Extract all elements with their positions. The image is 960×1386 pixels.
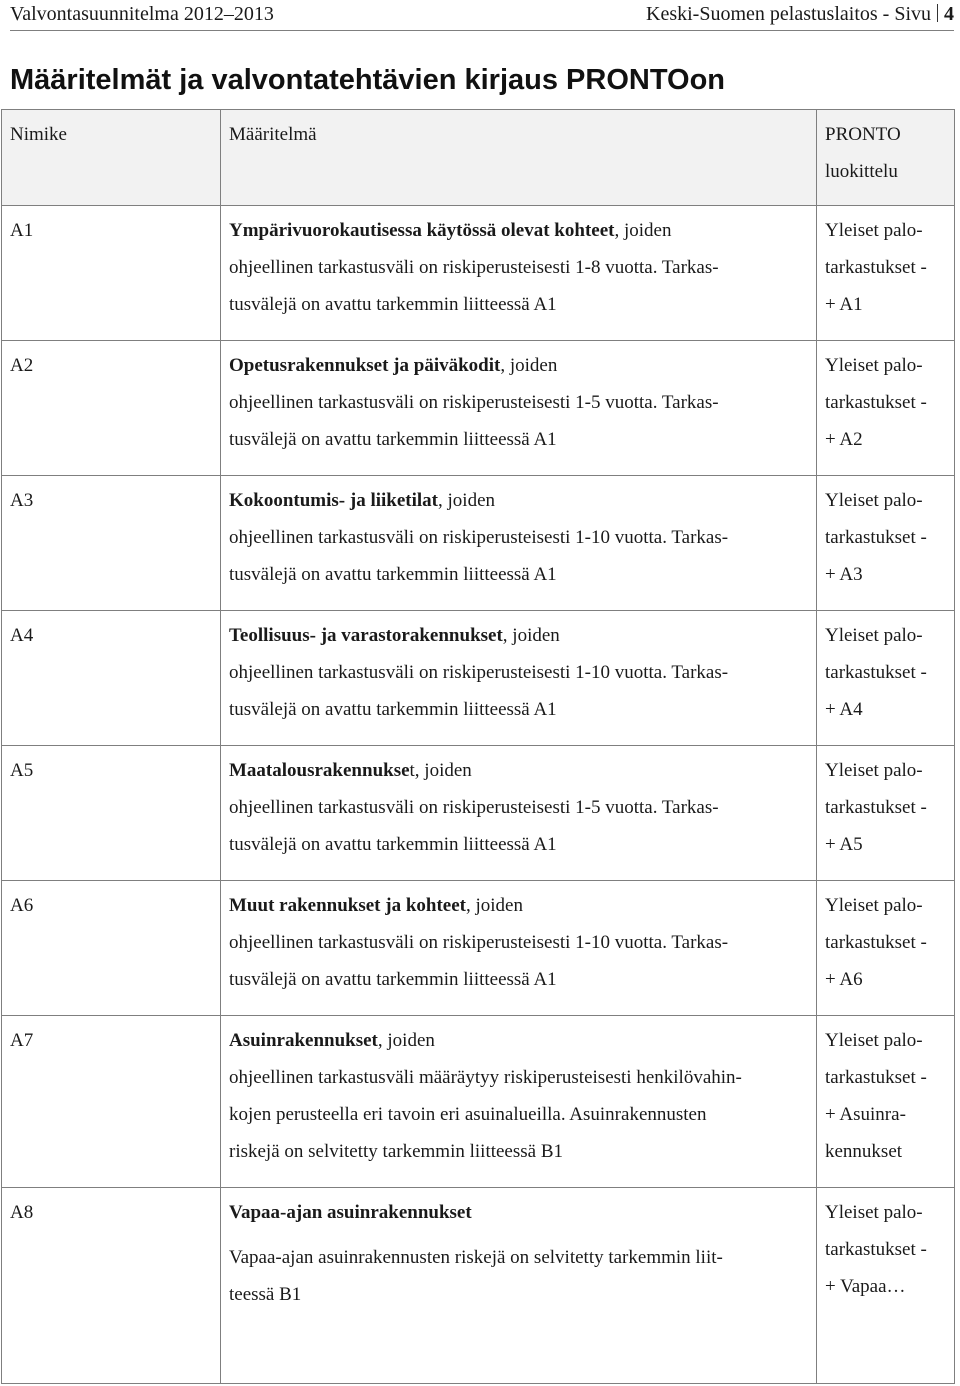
category-name: Muut rakennukset ja kohteet — [229, 895, 466, 916]
definition-line: tusvälejä on avattu tarkemmin liitteessä A1 — [229, 834, 557, 855]
row-definition — [221, 341, 817, 476]
row-id: A6 — [2, 881, 221, 1016]
definition-line: ohjeellinen tarkastusväli määräytyy riskiperusteisesti henkilövahin- — [229, 1067, 742, 1088]
category-name: Teollisuus- ja varastorakennukset — [229, 625, 503, 646]
section-title: Määritelmät ja valvontatehtävien kirjaus PRONTOon — [10, 64, 726, 96]
column-header-pronto-line2: luokittelu — [825, 161, 898, 182]
row-id: A5 — [2, 746, 221, 881]
pronto-line: + A2 — [825, 429, 863, 450]
row-pronto — [817, 881, 955, 1016]
row-id: A4 — [2, 611, 221, 746]
definition-line: kojen perusteella eri tavoin eri asuinalueilla. Asuinrakennusten — [229, 1104, 707, 1125]
pronto-line: Yleiset palo- — [825, 220, 923, 241]
definition-line: ohjeellinen tarkastusväli on riskiperusteisesti 1-5 vuotta. Tarkas- — [229, 797, 719, 818]
column-header-nimike: Nimike — [2, 110, 221, 206]
definition-line: tusvälejä on avattu tarkemmin liitteessä A1 — [229, 429, 557, 450]
category-suffix: , joiden — [465, 895, 523, 916]
row-pronto — [817, 746, 955, 881]
row-pronto — [817, 341, 955, 476]
table-row — [2, 611, 955, 746]
definition-line: ohjeellinen tarkastusväli on riskiperusteisesti 1-8 vuotta. Tarkas- — [229, 257, 719, 278]
definition-line: ohjeellinen tarkastusväli on riskiperusteisesti 1-10 vuotta. Tarkas- — [229, 527, 729, 548]
row-pronto — [817, 476, 955, 611]
category-name: Opetusrakennukset ja päiväkodit — [229, 355, 501, 376]
definition-line: riskejä on selvitetty tarkemmin liitteessä B1 — [229, 1141, 564, 1162]
table-row — [2, 206, 955, 341]
row-definition — [221, 1016, 817, 1188]
pronto-line: tarkastukset - — [825, 932, 927, 953]
definitions-table — [1, 109, 955, 1384]
pronto-line: + A5 — [825, 834, 863, 855]
row-definition — [221, 1188, 817, 1384]
pronto-line: Yleiset palo- — [825, 490, 923, 511]
document-title-header: Valvontasuunnitelma 2012–2013 — [10, 3, 274, 25]
pronto-line: tarkastukset - — [825, 662, 927, 683]
row-pronto — [817, 1188, 955, 1384]
pronto-line: Yleiset palo- — [825, 1030, 923, 1051]
column-header-maaritelma: Määritelmä — [221, 110, 817, 206]
category-name: Ympärivuorokautisessa käytössä olevat kohteet — [229, 220, 615, 241]
pronto-line: Yleiset palo- — [825, 1202, 923, 1223]
category-name: Asuinrakennukset — [229, 1030, 378, 1051]
pronto-line: tarkastukset - — [825, 257, 927, 278]
row-id: A2 — [2, 341, 221, 476]
category-suffix: , joiden — [502, 625, 560, 646]
definition-line: tusvälejä on avattu tarkemmin liitteessä A1 — [229, 564, 557, 585]
table-row — [2, 1188, 955, 1384]
row-definition — [221, 881, 817, 1016]
row-id: A3 — [2, 476, 221, 611]
pronto-line: tarkastukset - — [825, 1067, 927, 1088]
pronto-line: Yleiset palo- — [825, 625, 923, 646]
row-definition — [221, 746, 817, 881]
table-row — [2, 1016, 955, 1188]
page-header — [10, 0, 954, 31]
definition-line: tusvälejä on avattu tarkemmin liitteessä A1 — [229, 699, 557, 720]
pronto-line: + A4 — [825, 699, 863, 720]
pronto-line: Yleiset palo- — [825, 355, 923, 376]
pronto-line: + Asuinra- — [825, 1104, 906, 1125]
pronto-line: + A6 — [825, 969, 863, 990]
pronto-line: + A1 — [825, 294, 863, 315]
table-header-row — [2, 110, 955, 206]
definition-line: teessä B1 — [229, 1284, 302, 1305]
category-suffix: , joiden — [614, 220, 672, 241]
pronto-line: Yleiset palo- — [825, 895, 923, 916]
definition-line: tusvälejä on avattu tarkemmin liitteessä A1 — [229, 294, 557, 315]
row-pronto — [817, 1016, 955, 1188]
pronto-line: + A3 — [825, 564, 863, 585]
column-header-pronto-line1: PRONTO — [825, 124, 901, 145]
paragraph-gap — [229, 1231, 808, 1239]
pronto-line: Yleiset palo- — [825, 760, 923, 781]
definition-line: ohjeellinen tarkastusväli on riskiperusteisesti 1-10 vuotta. Tarkas- — [229, 932, 729, 953]
row-definition — [221, 476, 817, 611]
category-suffix: t, joiden — [409, 760, 472, 781]
row-pronto — [817, 611, 955, 746]
table-row — [2, 341, 955, 476]
row-id: A8 — [2, 1188, 221, 1384]
row-pronto — [817, 206, 955, 341]
definition-line: Vapaa-ajan asuinrakennusten riskejä on selvitetty tarkemmin liit- — [229, 1247, 723, 1268]
definition-line: tusvälejä on avattu tarkemmin liitteessä A1 — [229, 969, 557, 990]
category-suffix: , joiden — [500, 355, 558, 376]
column-header-pronto — [817, 110, 955, 206]
page-number: 4 — [944, 3, 954, 25]
pronto-line: kennukset — [825, 1141, 903, 1162]
category-suffix: , joiden — [377, 1030, 435, 1051]
row-definition — [221, 206, 817, 341]
definition-line: ohjeellinen tarkastusväli on riskiperusteisesti 1-5 vuotta. Tarkas- — [229, 392, 719, 413]
definition-line: ohjeellinen tarkastusväli on riskiperusteisesti 1-10 vuotta. Tarkas- — [229, 662, 729, 683]
header-separator — [937, 4, 938, 22]
pronto-line: tarkastukset - — [825, 527, 927, 548]
pronto-line: tarkastukset - — [825, 1239, 927, 1260]
pronto-line: + Vapaa… — [825, 1276, 906, 1297]
organization-page-header — [646, 0, 954, 28]
category-name: Maatalousrakennukse — [229, 760, 410, 781]
category-name: Kokoontumis- ja liiketilat — [229, 490, 439, 511]
pronto-line: tarkastukset - — [825, 392, 927, 413]
table-row — [2, 881, 955, 1016]
table-row — [2, 746, 955, 881]
pronto-line: tarkastukset - — [825, 797, 927, 818]
row-id: A1 — [2, 206, 221, 341]
organization-label: Keski-Suomen pelastuslaitos - Sivu — [646, 3, 931, 25]
row-id: A7 — [2, 1016, 221, 1188]
row-definition — [221, 611, 817, 746]
category-name: Vapaa-ajan asuinrakennukset — [229, 1202, 472, 1223]
category-suffix: , joiden — [438, 490, 496, 511]
table-row — [2, 476, 955, 611]
